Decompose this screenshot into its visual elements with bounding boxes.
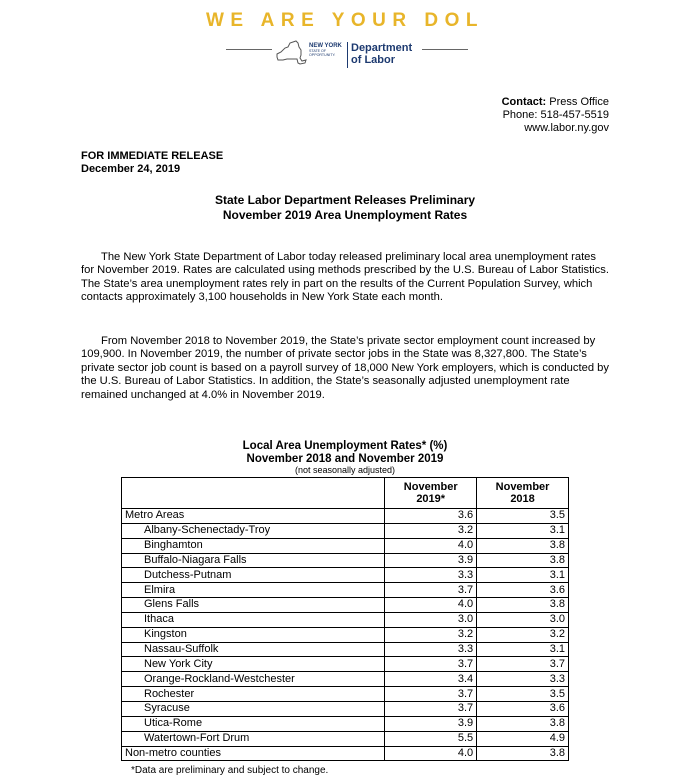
rate-nov-2018: 3.2 (477, 627, 569, 642)
logo-line2: STATE OF (309, 49, 327, 53)
header-nov-2018 (477, 478, 569, 509)
table-row (122, 523, 569, 538)
table-row (122, 672, 569, 687)
rate-nov-2018: 3.5 (477, 687, 569, 702)
rate-nov-2018: 3.8 (477, 716, 569, 731)
headline-line2: November 2019 Area Unemployment Rates (222, 208, 468, 222)
rate-nov-2018: 3.6 (477, 583, 569, 598)
slogan: WE ARE YOUR DOL (205, 10, 484, 31)
rate-nov-2019: 3.2 (385, 523, 477, 538)
table-row (122, 731, 569, 746)
table-row (122, 538, 569, 553)
logo-line3: OPPORTUNITY. (309, 52, 336, 57)
rate-nov-2018: 3.8 (477, 553, 569, 568)
rate-nov-2019: 3.7 (385, 701, 477, 716)
rate-nov-2019: 3.2 (385, 627, 477, 642)
rate-nov-2019: 3.4 (385, 672, 477, 687)
rate-nov-2018: 3.1 (477, 568, 569, 583)
release-label: FOR IMMEDIATE RELEASE (81, 150, 224, 162)
table-row (122, 553, 569, 568)
release-date: December 24, 2019 (81, 163, 181, 175)
area-name: Kingston (122, 627, 385, 642)
rate-nov-2018: 3.0 (477, 612, 569, 627)
rate-nov-2019: 3.0 (385, 612, 477, 627)
rate-nov-2019: 4.0 (385, 538, 477, 553)
table-row (122, 657, 569, 672)
logo-rule-left (226, 49, 272, 50)
area-name: Orange-Rockland-Westchester (122, 672, 385, 687)
rate-nov-2019: 3.3 (385, 568, 477, 583)
rate-nov-2019: 3.3 (385, 642, 477, 657)
contact-website: www.labor.ny.gov (524, 122, 609, 134)
table-row (122, 627, 569, 642)
new-york-state-map-icon (275, 40, 307, 66)
table-row (122, 746, 569, 761)
rate-nov-2018: 3.7 (477, 657, 569, 672)
dept-line1: Department (351, 42, 413, 54)
area-name: New York City (122, 657, 385, 672)
contact-block (502, 96, 609, 135)
dept-line2: of Labor (351, 54, 395, 66)
table-title-line2: November 2018 and November 2019 (246, 453, 444, 465)
rate-nov-2018: 4.9 (477, 731, 569, 746)
area-name: Utica-Rome (122, 716, 385, 731)
rate-nov-2019: 3.9 (385, 716, 477, 731)
table-row (122, 687, 569, 702)
table-row (122, 716, 569, 731)
rate-nov-2018: 3.1 (477, 523, 569, 538)
area-name: Binghamton (122, 538, 385, 553)
area-name: Glens Falls (122, 598, 385, 613)
contact-name: Press Office (549, 96, 609, 108)
area-name: Albany-Schenectady-Troy (122, 523, 385, 538)
table-title-line1: Local Area Unemployment Rates* (%) (242, 440, 448, 452)
headline (0, 193, 690, 223)
logo-line1: NEW YORK (309, 43, 342, 49)
table-row (122, 583, 569, 598)
header-nov-2018-line2: 2018 (510, 493, 535, 505)
rate-nov-2019: 5.5 (385, 731, 477, 746)
rate-nov-2019: 3.6 (385, 509, 477, 524)
table-row (122, 598, 569, 613)
headline-line1: State Labor Department Releases Preliminary (214, 193, 476, 207)
contact-line (502, 96, 609, 109)
rate-nov-2019: 4.0 (385, 598, 477, 613)
rate-nov-2018: 3.5 (477, 509, 569, 524)
header-nov-2018-line1: November (495, 481, 550, 493)
header-nov-2019-line2: 2019* (416, 493, 446, 505)
area-name: Nassau-Suffolk (122, 642, 385, 657)
table-row (122, 612, 569, 627)
rate-nov-2019: 3.7 (385, 657, 477, 672)
area-name: Ithaca (122, 612, 385, 627)
area-name: Rochester (122, 687, 385, 702)
table-row (122, 642, 569, 657)
rate-nov-2019: 4.0 (385, 746, 477, 761)
body-paragraph-2: From November 2018 to November 2019, the State’s private sector employment count increased by 109,900. In November 2019, the number of private sector jobs in the State was 8,327,800. The State’s private sector job count is based on a payroll survey of 18,000 New York employers, which is conducted by the U.S. Bureau of Labor Statistics. In addition, the State’s seasonally adjusted unemployment rate remained unchanged at 4.0% in November 2019. (81, 335, 609, 401)
area-name: Dutchess-Putnam (122, 568, 385, 583)
rate-nov-2019: 3.7 (385, 583, 477, 598)
area-name: Elmira (122, 583, 385, 598)
body-paragraph-1: The New York State Department of Labor today released preliminary local area unemployment rates for November 2019. Rates are calculated using methods prescribed by the U.S. Bureau of Labor Statistics. The State’s area unemployment rates rely in part on the results of the Current Population Survey, which contacts approximately 3,100 households in New York State each month. (81, 251, 609, 304)
rate-nov-2018: 3.1 (477, 642, 569, 657)
rate-nov-2018: 3.8 (477, 746, 569, 761)
release-block (81, 150, 223, 176)
rate-nov-2019: 3.9 (385, 553, 477, 568)
table-header-row (122, 478, 569, 509)
rate-nov-2019: 3.7 (385, 687, 477, 702)
rate-nov-2018: 3.8 (477, 598, 569, 613)
logo-divider (347, 42, 348, 68)
table-row (122, 568, 569, 583)
table-title (0, 440, 690, 466)
header-nov-2019-line1: November (403, 481, 458, 493)
rate-nov-2018: 3.3 (477, 672, 569, 687)
area-name: Buffalo-Niagara Falls (122, 553, 385, 568)
unemployment-table (121, 477, 569, 761)
table-footnote: *Data are preliminary and subject to change. (131, 765, 329, 776)
rate-nov-2018: 3.8 (477, 538, 569, 553)
table-row (122, 509, 569, 524)
logo-rule-right (422, 49, 468, 50)
header-blank (122, 478, 385, 509)
area-name: Non-metro counties (122, 746, 385, 761)
header-nov-2019 (385, 478, 477, 509)
area-name: Watertown-Fort Drum (122, 731, 385, 746)
dept-wordmark (351, 42, 412, 66)
area-name: Syracuse (122, 701, 385, 716)
contact-phone: Phone: 518-457-5519 (502, 109, 609, 121)
area-name: Metro Areas (122, 509, 385, 524)
contact-label: Contact: (501, 96, 547, 108)
ny-state-wordmark (309, 43, 342, 57)
dol-logo (0, 40, 690, 74)
table-note: (not seasonally adjusted) (294, 465, 396, 475)
table-row (122, 701, 569, 716)
rate-nov-2018: 3.6 (477, 701, 569, 716)
